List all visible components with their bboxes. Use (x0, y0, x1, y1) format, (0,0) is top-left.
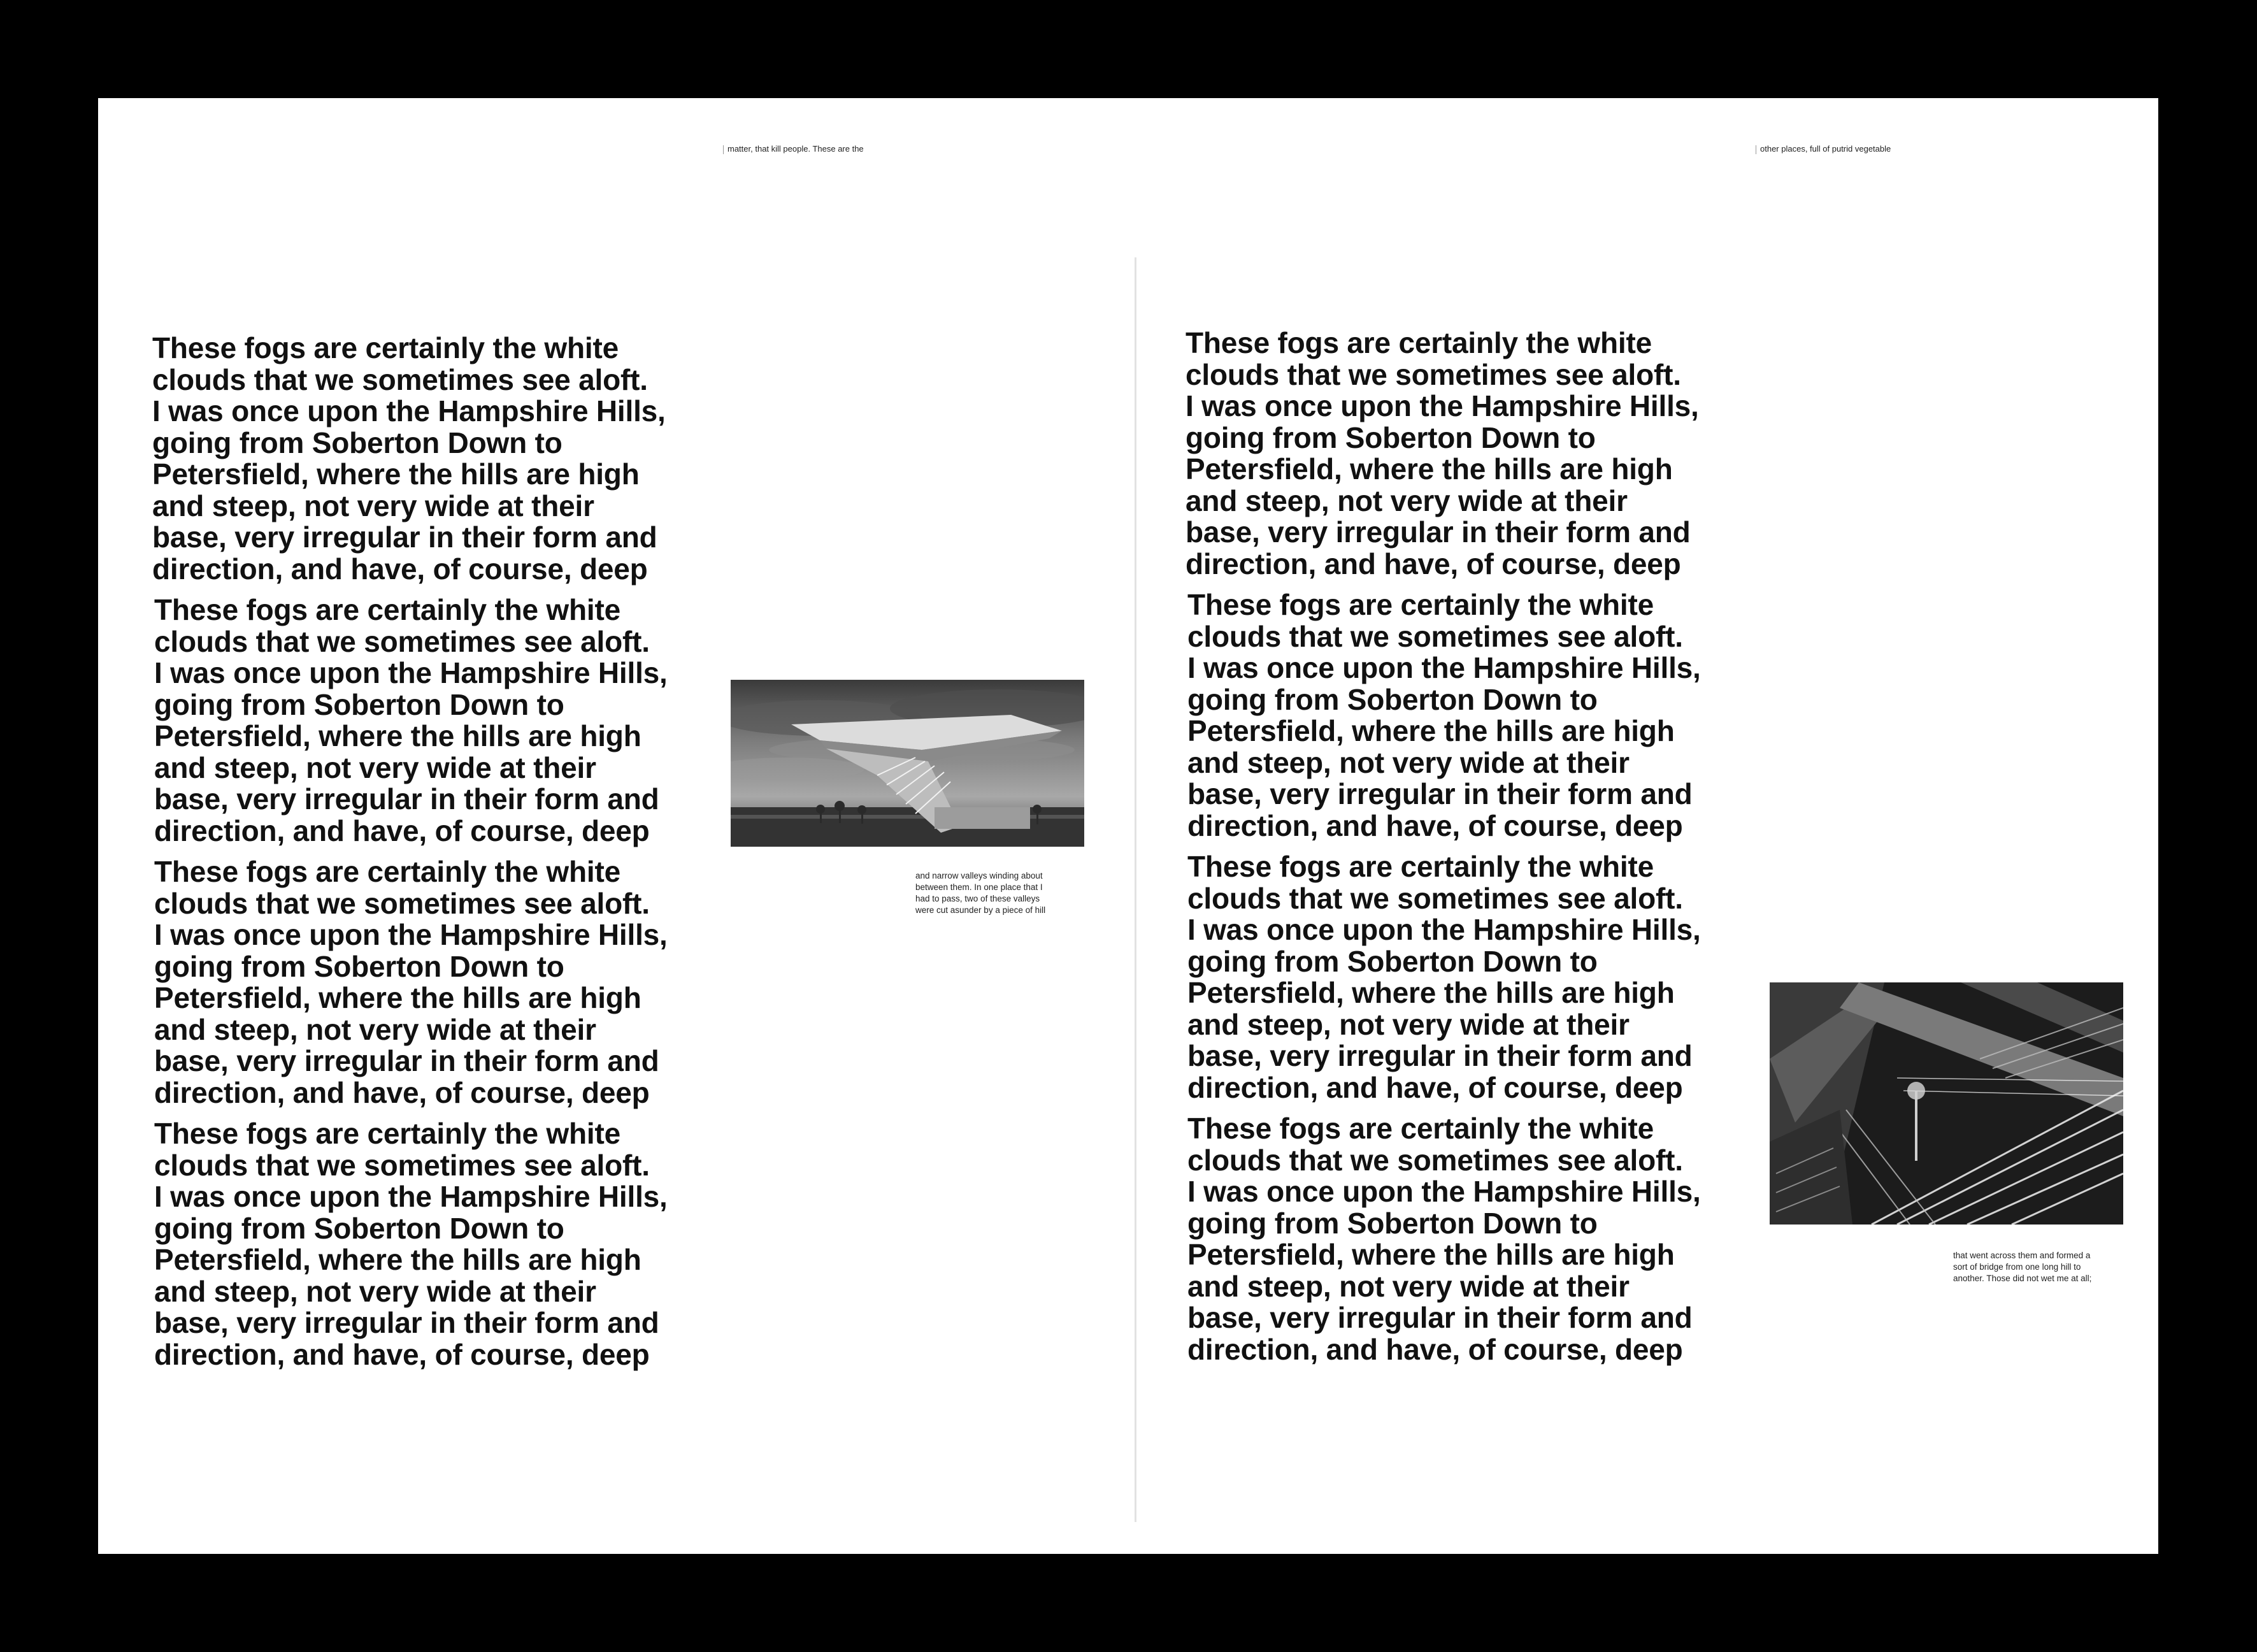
figure-caption-left: and narrow valleys winding about between them. In one place that I had to pass, two of these valleys were cut asunder by a piece of hill (915, 871, 1046, 915)
running-head-right (1756, 144, 1891, 154)
body-paragraph: These fogs are certainly the white clouds that we sometimes see aloft. I was once upon the Hampshire Hills, going from Soberton Down to Petersfield, where the hills are high and steep, not very wide at their base, very irregular in their form and direction, and have, of course, deep (152, 331, 666, 585)
running-head-mark (723, 145, 724, 154)
page-gutter (1135, 257, 1136, 1522)
running-head-right-text: other places, full of putrid vegetable (1760, 144, 1891, 154)
night-highway-interchange-photo (1770, 982, 2123, 1225)
body-paragraph: These fogs are certainly the white clouds that we sometimes see aloft. I was once upon the Hampshire Hills, going from Soberton Down to Petersfield, where the hills are high and steep, not very wide at their base, very irregular in their form and direction, and have, of course, deep (154, 593, 668, 847)
body-paragraph: These fogs are certainly the white clouds that we sometimes see aloft. I was once upon the Hampshire Hills, going from Soberton Down to Petersfield, where the hills are high and steep, not very wide at their base, very irregular in their form and direction, and have, of course, deep (1186, 326, 1699, 580)
running-head-left-text: matter, that kill people. These are the (727, 144, 864, 154)
body-paragraph: These fogs are certainly the white clouds that we sometimes see aloft. I was once upon the Hampshire Hills, going from Soberton Down to Petersfield, where the hills are high and steep, not very wide at their base, very irregular in their form and direction, and have, of course, deep (154, 1117, 668, 1371)
body-paragraph: These fogs are certainly the white clouds that we sometimes see aloft. I was once upon the Hampshire Hills, going from Soberton Down to Petersfield, where the hills are high and steep, not very wide at their base, very irregular in their form and direction, and have, of course, deep (1187, 1112, 1701, 1366)
running-head-left (723, 144, 864, 154)
body-paragraph: These fogs are certainly the white clouds that we sometimes see aloft. I was once upon the Hampshire Hills, going from Soberton Down to Petersfield, where the hills are high and steep, not very wide at their base, very irregular in their form and direction, and have, of course, deep (1187, 588, 1701, 842)
body-paragraph: These fogs are certainly the white clouds that we sometimes see aloft. I was once upon the Hampshire Hills, going from Soberton Down to Petersfield, where the hills are high and steep, not very wide at their base, very irregular in their form and direction, and have, of course, deep (1187, 850, 1701, 1104)
figure-caption-right: that went across them and formed a sort of bridge from one long hill to another. Those did not wet me at all; (1953, 1251, 2092, 1283)
museum-building-photo (731, 680, 1084, 847)
right-page-body (1186, 327, 1797, 1375)
left-page-body (152, 333, 764, 1380)
book-spread (98, 98, 2158, 1554)
body-paragraph: These fogs are certainly the white clouds that we sometimes see aloft. I was once upon the Hampshire Hills, going from Soberton Down to Petersfield, where the hills are high and steep, not very wide at their base, very irregular in their form and direction, and have, of course, deep (154, 855, 668, 1109)
